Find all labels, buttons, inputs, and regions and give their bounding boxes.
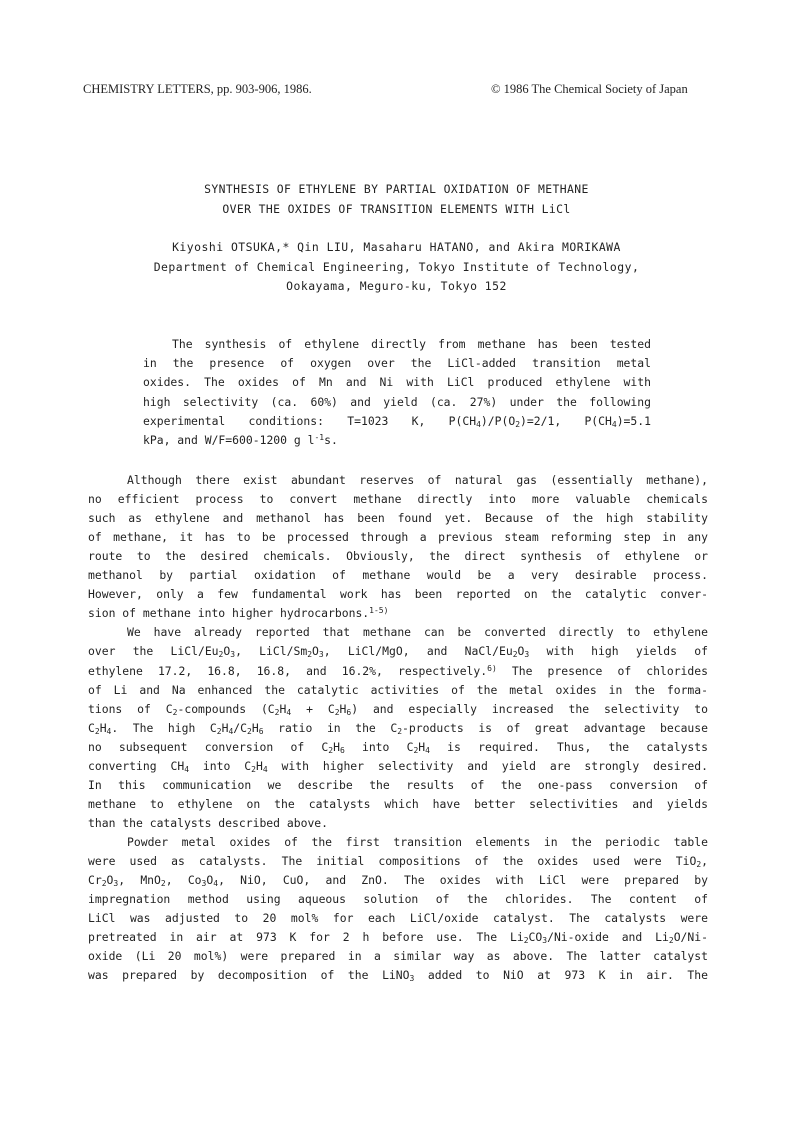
affiliation-line-1: Department of Chemical Engineering, Tokyo Institute of Technology, [153,260,640,274]
body-line: converting $CH_4$ into $C_2H_4$ with higher selectivity and yield are strongly desired. [88,759,708,774]
body-line: However, only a few fundamental work has been reported on the catalytic conver- [88,587,708,601]
body-line: of methane, it has to be processed through a previous steam reforming step in any [88,530,708,544]
abstract-line: kPa, and W/F=600-1200 g $l^{-1}s$. [143,433,338,447]
abstract-line: oxides. The oxides of Mn and Ni with LiCl produced ethylene with [143,375,651,389]
body-line: tions of $C_2$-compounds $(C_2H_4 + C_2H_6)$ and especially increased the selectivity to [88,702,708,717]
abstract-line: high selectivity (ca. 60%) and yield (ca. 27%) under the following [143,395,651,409]
body-line: Powder metal oxides of the first transition elements in the periodic table [127,835,708,849]
body-line: no efficient process to convert methane directly into more valuable chemicals [88,492,708,506]
body-line: was prepared by decomposition of the LiNO$_3$ added to NiO at 973 K in air. The [88,968,708,983]
body-line: $C_2H_4$. The high $C_2H_4/C_2H_6$ ratio in the $C_2$-products is of great advantage because [88,721,709,736]
paper-title-line-1: SYNTHESIS OF ETHYLENE BY PARTIAL OXIDATION OF METHANE [204,182,589,196]
journal-citation: CHEMISTRY LETTERS, pp. 903-906, 1986. [83,82,312,96]
abstract-line: in the presence of oxygen over the LiCl-added transition metal [143,356,651,370]
body-line: In this communication we describe the results of the one-pass conversion of [88,778,708,792]
abstract-line: experimental conditions: T=1023 K, $P(CH_4)/P(O_2)=2/1$, $P(CH_4)=5.1$ [143,414,651,429]
body-line: of Li and Na enhanced the catalytic activities of the metal oxides in the forma- [88,683,708,697]
author-list: Kiyoshi OTSUKA,* Qin LIU, Masaharu HATANO, and Akira MORIKAWA [172,240,621,254]
body-line: such as ethylene and methanol has been found yet. Because of the high stability [88,511,708,525]
body-line: than the catalysts described above. [88,816,329,830]
abstract-line: The synthesis of ethylene directly from methane has been tested [172,337,651,351]
body-line: ethylene 17.2, 16.8, 16.8, and 16.2%, respectively.$^{6)}$ The presence of chlorides [88,664,708,678]
body-line: over the LiCl/$Eu_2O_3$, LiCl/$Sm_2O_3$, LiCl/MgO, and NaCl/$Eu_2O_3$ with high yields of [88,644,708,659]
body-line: methanol by partial oxidation of methane would be a very desirable process. [88,568,708,582]
body-line: were used as catalysts. The initial compositions of the oxides used were TiO$_2$, [88,854,708,869]
body-line: pretreated in air at 973 K for 2 h before use. The $Li_2CO_3/Ni$-oxide and $Li_2O/Ni-$ [88,930,708,945]
body-line: We have already reported that methane can be converted directly to ethylene [127,625,708,639]
body-line: route to the desired chemicals. Obviously, the direct synthesis of ethylene or [88,549,708,563]
body-line: Although there exist abundant reserves of natural gas (essentially methane), [127,473,708,487]
body-line: oxide (Li 20 mol%) were prepared in a similar way as above. The latter catalyst [88,949,708,963]
body-line: impregnation method using aqueous solution of the chlorides. The content of [88,892,708,906]
body-line: methane to ethylene on the catalysts which have better selectivities and yields [88,797,708,811]
body-line: sion of methane into higher hydrocarbons.$^{1-5)}$ [88,606,389,620]
paper-title-line-2: OVER THE OXIDES OF TRANSITION ELEMENTS WITH LiCl [222,202,571,216]
copyright-notice: © 1986 The Chemical Society of Japan [491,82,688,96]
body-line: $Cr_2O_3$, MnO$_2$, $Co_3O_4$, NiO, CuO, and ZnO. The oxides with LiCl were prepared by [88,873,708,888]
affiliation-line-2: Ookayama, Meguro-ku, Tokyo 152 [286,279,507,293]
body-line: no subsequent conversion of $C_2H_6$ into $C_2H_4$ is required. Thus, the catalysts [88,740,709,755]
body-line: LiCl was adjusted to 20 mol% for each LiCl/oxide catalyst. The catalysts were [88,911,708,925]
